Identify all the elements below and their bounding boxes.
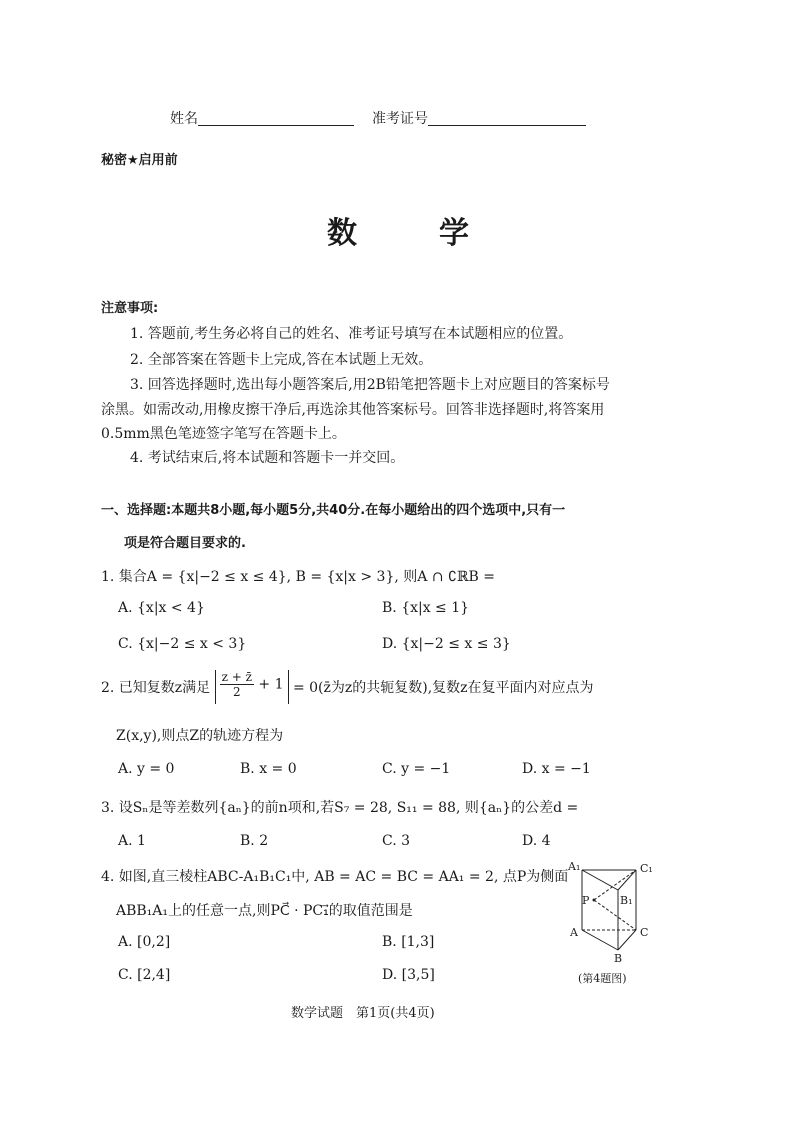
figure-caption: (第4题图) (578, 972, 627, 985)
q2-frac-den: 2 (232, 685, 241, 699)
q3-option-a: A. 1 (118, 833, 146, 849)
q4-line1: 4. 如图,直三棱柱ABC-A₁B₁C₁中, AB = AC = BC = AA₁ = 2, 点P为侧面 (101, 869, 569, 885)
q2-stem-post: = 0(z̄为z的共轭复数),复数z在复平面内对应点为 (292, 680, 594, 696)
note-item: 1. 答题前,考生务必将自己的姓名、准考证号填写在本试题相应的位置。 (130, 326, 573, 342)
notes-heading: 注意事项: (101, 301, 159, 316)
section-heading-cont: 项是符合题目要求的. (124, 536, 246, 551)
q2-frac-num: z + z̄ (221, 670, 252, 684)
name-label: 姓名 (170, 111, 198, 127)
q4-option-b: B. [1,3] (382, 934, 435, 950)
q3-option-b: B. 2 (240, 833, 269, 849)
q1-option-b: B. {x|x ≤ 1} (382, 600, 470, 616)
q1-option-d: D. {x|−2 ≤ x ≤ 3} (382, 636, 511, 652)
q3-option-c: C. 3 (382, 833, 411, 849)
q4-option-d: D. [3,5] (382, 967, 435, 983)
q4-option-a: A. [0,2] (118, 934, 171, 950)
q2-option-b: B. x = 0 (240, 761, 297, 777)
point-p (593, 899, 596, 902)
note-item: 3. 回答选择题时,选出每小题答案后,用2B铅笔把答题卡上对应题目的答案标号 (130, 377, 610, 393)
q2-stem-pre: 2. 已知复数z满足 (101, 680, 211, 696)
exam-id-field (372, 108, 586, 128)
q2-fraction (220, 670, 254, 699)
edge-b1-c1 (618, 870, 636, 890)
name-field (170, 108, 354, 128)
label-c1: C₁ (640, 862, 653, 875)
name-blank (198, 111, 354, 126)
q2-abs-expr (215, 670, 289, 704)
exam-id-label: 准考证号 (372, 111, 428, 127)
note-item: 4. 考试结束后,将本试题和答题卡一并交回。 (130, 450, 405, 466)
page-title: 数 学 (327, 216, 495, 251)
label-a: A (570, 926, 578, 939)
label-p: P (582, 894, 590, 907)
q4-option-c: C. [2,4] (118, 967, 171, 983)
label-b: B (614, 952, 623, 962)
section-heading: 一、选择题:本题共8小题,每小题5分,共40分.在每小题给出的四个选项中,只有一 (101, 503, 566, 518)
q1-option-c: C. {x|−2 ≤ x < 3} (118, 636, 247, 652)
label-b1: B₁ (620, 894, 633, 907)
note-item: 0.5mm黑色笔迹签字笔写在答题卡上。 (101, 426, 346, 442)
q2-stem (101, 670, 594, 706)
exam-id-blank (428, 111, 586, 126)
note-item: 2. 全部答案在答题卡上完成,答在本试题上无效。 (130, 352, 433, 368)
edge-b-c (618, 930, 636, 950)
q4-line2: ABB₁A₁上的任意一点,则PC⃗ · PC₁⃗的取值范围是 (116, 903, 413, 919)
label-c: C (640, 926, 649, 939)
q3-option-d: D. 4 (522, 833, 551, 849)
q1-option-a: A. {x|x < 4} (118, 600, 205, 616)
secret-label: 秘密★启用前 (101, 153, 178, 168)
label-a1: A₁ (568, 860, 581, 873)
q2-line2: Z(x,y),则点Z的轨迹方程为 (116, 728, 284, 744)
page-footer: 数学试题 第1页(共4页) (291, 1006, 435, 1021)
q3-stem: 3. 设Sₙ是等差数列{aₙ}的前n项和,若S₇ = 28, S₁₁ = 88, 则{aₙ}的公差d = (101, 800, 579, 816)
q2-option-c: C. y = −1 (382, 761, 451, 777)
q2-option-a: A. y = 0 (118, 761, 175, 777)
note-item: 涂黑。如需改动,用橡皮擦干净后,再选涂其他答案标号。回答非选择题时,将答案用 (101, 402, 605, 418)
q2-option-d: D. x = −1 (522, 761, 591, 777)
q1-stem: 1. 集合A = {x|−2 ≤ x ≤ 4}, B = {x|x > 3}, 则A ∩ ∁ℝB = (101, 569, 496, 585)
edge-a-b (582, 930, 618, 950)
prism-figure (560, 856, 664, 962)
q2-abs-tail: + 1 (258, 676, 284, 693)
